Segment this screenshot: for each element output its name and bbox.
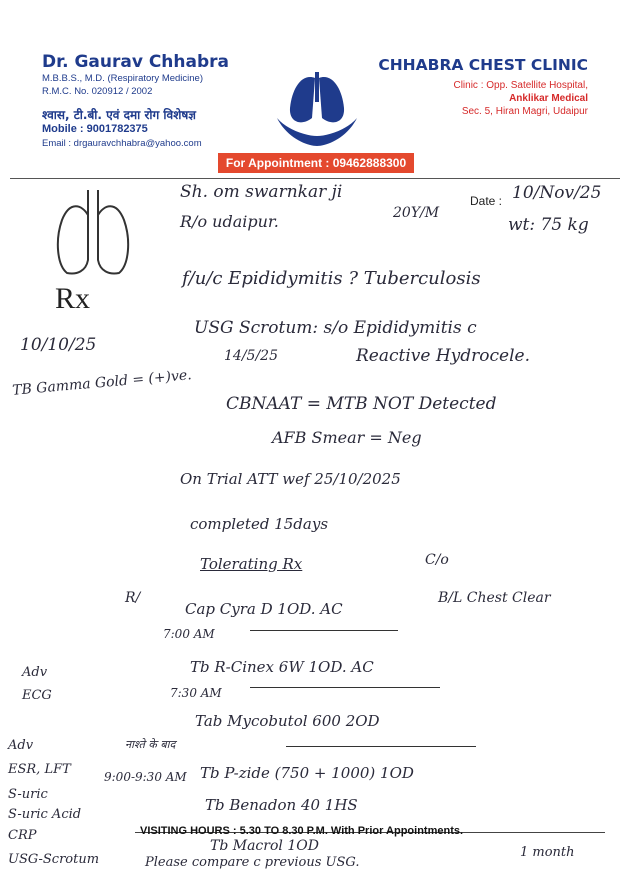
lungs-outline-icon [52, 185, 134, 280]
med1-schedule-line [250, 630, 398, 631]
afb-result: AFB Smear = Neg [272, 428, 422, 447]
advice-8: USG-Scrotum [8, 852, 100, 867]
doctor-name: Dr. Gaurav Chhabra [42, 52, 230, 72]
med-time-2: 9:00-9:30 AM [104, 770, 187, 784]
advice-2: ECG [22, 688, 52, 703]
diagnosis-line-3: Reactive Hydrocele. [356, 346, 531, 366]
clinic-address-3: Sec. 5, Hiran Magri, Udaipur [461, 106, 588, 117]
email: Email : drgauravchhabra@yahoo.com [42, 138, 202, 149]
patient-age-sex: 20Y/M [393, 205, 440, 221]
advice-6: S-uric Acid [8, 807, 82, 822]
advice-7: CRP [8, 828, 37, 843]
registration-number: R.M.C. No. 020912 / 2002 [42, 86, 153, 97]
rx-symbol: Rx [55, 282, 91, 315]
date-label: Date : [470, 194, 503, 208]
trial-att: On Trial ATT wef 25/10/2025 [180, 470, 401, 488]
advice-4: ESR, LFT [8, 762, 71, 777]
diagnosis-line-1: f/u/c Epididymitis ? Tuberculosis [182, 268, 481, 289]
rx-mark: R/ [125, 590, 141, 606]
diagnosis-line-2: USG Scrotum: s/o Epididymitis c [194, 318, 477, 338]
complaint-mark: C/o [425, 552, 449, 568]
tb-gamma-result: TB Gamma Gold = (+)ve. [11, 367, 193, 399]
clinic-address-1: Clinic : Opp. Satellite Hospital, [453, 80, 588, 91]
cbnaat-result: CBNAAT = MTB NOT Detected [226, 394, 497, 414]
lungs-hands-logo-icon [272, 68, 362, 148]
doctor-degree: M.B.B.S., M.D. (Respiratory Medicine) [42, 73, 204, 84]
visit-date: 10/Nov/25 [512, 183, 602, 203]
clinic-address-2: Anklikar Medical [509, 93, 588, 104]
medicine-2: Tb R-Cinex 6W 1OD. AC [190, 658, 374, 676]
side-date: 10/10/25 [20, 335, 97, 355]
medicine-1: Cap Cyra D 1OD. AC [185, 600, 343, 618]
chest-finding: B/L Chest Clear [438, 590, 551, 606]
medicine-5: Tb Benadon 40 1HS [205, 796, 358, 814]
specialty-hindi: श्वास, टी.बी. एवं दमा रोग विशेषज्ञ [42, 108, 196, 122]
advice-5: S-uric [8, 787, 48, 802]
visiting-hours: VISITING HOURS : 5.30 TO 8.30 P.M. With Prior Appointments. [140, 825, 464, 837]
patient-residence: R/o udaipur. [180, 212, 279, 231]
medicine-6: Tb Macrol 1OD [210, 838, 319, 854]
med3-schedule-line [286, 746, 476, 747]
advice-3: Adv [8, 738, 34, 753]
med2-schedule-line [250, 687, 440, 688]
patient-weight: wt: 75 kg [508, 215, 589, 235]
medicine-3: Tab Mycobutol 600 2OD [195, 712, 380, 730]
tolerating-rx: Tolerating Rx [200, 555, 303, 573]
advice-1: Adv [22, 665, 48, 680]
med2-time: 7:30 AM [170, 686, 222, 700]
note-hindi: नाश्ते के बाद [125, 738, 176, 751]
follow-up: 1 month [520, 845, 575, 860]
plan-note: Please compare c previous USG. [145, 855, 360, 870]
header-divider [10, 178, 620, 179]
med1-time: 7:00 AM [163, 627, 215, 641]
clinic-name: CHHABRA CHEST CLINIC [378, 56, 588, 74]
medicine-4: Tb P-zide (750 + 1000) 1OD [200, 764, 414, 782]
patient-name: Sh. om swarnkar ji [180, 182, 343, 202]
usg-date: 14/5/25 [224, 348, 278, 364]
mobile-number: Mobile : 9001782375 [42, 123, 148, 135]
appointment-banner: For Appointment : 09462888300 [218, 153, 414, 173]
completed-days: completed 15days [190, 515, 329, 533]
